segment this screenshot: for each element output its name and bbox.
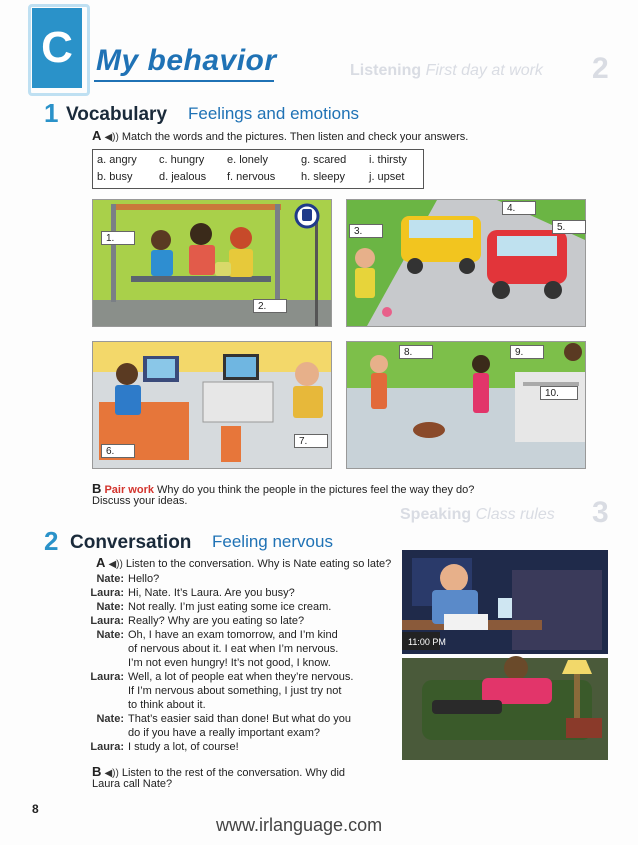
pair-work-line bbox=[92, 481, 474, 496]
word-scared: g. scared bbox=[301, 154, 347, 166]
speaker-nate: Nate: bbox=[96, 713, 124, 725]
conversation-part-a-text: Listen to the conversation. Why is Nate eating so late? bbox=[125, 558, 392, 570]
conversation-part-b-text-2: Laura call Nate? bbox=[92, 778, 173, 790]
speaker-nate: Nate: bbox=[96, 629, 124, 641]
title-underline bbox=[94, 80, 274, 82]
bleed-speaking bbox=[400, 506, 555, 524]
picture-number-3[interactable]: 3. bbox=[349, 224, 383, 238]
speaker-laura: Laura: bbox=[90, 741, 124, 753]
dialogue-line: to think about it. bbox=[128, 699, 206, 711]
sidewalk-illustration bbox=[347, 342, 585, 468]
section-2-heading: Conversation bbox=[70, 532, 192, 553]
dialogue-line: do if you have a really important exam? bbox=[128, 727, 320, 739]
dialogue-line: Really? Why are you eating so late? bbox=[128, 615, 305, 627]
picture-number-1[interactable]: 1. bbox=[101, 231, 135, 245]
conversation-part-b-letter: B bbox=[92, 764, 102, 779]
section-1-number: 1 bbox=[44, 98, 59, 128]
conversation-part-a-letter: A bbox=[96, 555, 106, 570]
taxi-illustration bbox=[347, 200, 585, 326]
vocab-part-a-text: Match the words and the pictures. Then listen and check your answers. bbox=[121, 131, 469, 143]
dialogue-line: If I’m nervous about something, I just try not bbox=[128, 685, 342, 697]
dialogue-line: of nervous about it. I eat when I’m nervous. bbox=[128, 643, 339, 655]
page-title: My behavior bbox=[96, 44, 277, 77]
section-2-number: 2 bbox=[44, 526, 59, 556]
conversation-part-b bbox=[92, 764, 345, 779]
pair-work-text-2: Discuss your ideas. bbox=[92, 495, 188, 507]
conversation-part-b-text-1: Listen to the rest of the conversation. Why did bbox=[121, 767, 346, 779]
picture-number-10[interactable]: 10. bbox=[540, 386, 578, 400]
picture-number-7[interactable]: 7. bbox=[294, 434, 328, 448]
word-angry: a. angry bbox=[97, 154, 137, 166]
bus-stop-illustration bbox=[93, 200, 331, 326]
word-upset: j. upset bbox=[369, 171, 405, 183]
pair-work-letter: B bbox=[92, 481, 102, 496]
picture-number-4[interactable]: 4. bbox=[502, 201, 536, 215]
bleed-listening-number: 2 bbox=[592, 52, 609, 85]
pair-work-text-1: Why do you think the people in the pictures feel the way they do? bbox=[157, 484, 475, 496]
speaker-nate: Nate: bbox=[96, 573, 124, 585]
clock-display: 11:00 PM bbox=[408, 637, 446, 647]
audio-speaker-icon[interactable]: ◀)) bbox=[104, 132, 119, 143]
bleed-speaking-sub: Class rules bbox=[475, 506, 555, 523]
picture-number-6[interactable]: 6. bbox=[101, 444, 135, 458]
watermark-url[interactable]: www.irlanguage.com bbox=[216, 815, 383, 835]
word-thirsty: i. thirsty bbox=[369, 154, 407, 166]
dialogue-line: Not really. I’m just eating some ice cream. bbox=[128, 601, 332, 613]
word-box bbox=[92, 149, 424, 189]
dialogue-line: I’m not even hungry! It’s not good, I know. bbox=[128, 657, 331, 669]
speaker-laura: Laura: bbox=[90, 671, 124, 683]
picture-sidewalk bbox=[346, 341, 586, 469]
pair-work-label: Pair work bbox=[104, 484, 154, 496]
bleed-speaking-number: 3 bbox=[592, 496, 609, 529]
word-nervous: f. nervous bbox=[227, 171, 276, 183]
dialogue-line: Oh, I have an exam tomorrow, and I’m kind bbox=[128, 629, 338, 641]
word-busy: b. busy bbox=[97, 171, 133, 183]
picture-number-5[interactable]: 5. bbox=[552, 220, 586, 234]
bleed-speaking-word: Speaking bbox=[400, 506, 472, 523]
picture-number-9[interactable]: 9. bbox=[510, 345, 544, 359]
speaker-laura: Laura: bbox=[90, 615, 124, 627]
section-badge: C bbox=[32, 8, 82, 88]
page-number: 8 bbox=[32, 802, 39, 816]
bleed-listening-sub: First day at work bbox=[425, 62, 543, 79]
speaker-laura: Laura: bbox=[90, 587, 124, 599]
picture-number-8[interactable]: 8. bbox=[399, 345, 433, 359]
bleed-listening bbox=[350, 62, 543, 80]
bleed-listening-word: Listening bbox=[350, 62, 422, 79]
word-jealous: d. jealous bbox=[159, 171, 207, 183]
dialogue-line: Hello? bbox=[128, 573, 160, 585]
section-2-subheading: Feeling nervous bbox=[212, 532, 333, 551]
picture-phone-call bbox=[402, 550, 608, 760]
speaker-nate: Nate: bbox=[96, 601, 124, 613]
dialogue-line: That’s easier said than done! But what do you bbox=[128, 713, 351, 725]
audio-speaker-icon[interactable]: ◀)) bbox=[108, 559, 123, 570]
conversation-instruction bbox=[96, 555, 391, 570]
section-1-heading: Vocabulary bbox=[66, 104, 168, 125]
word-lonely: e. lonely bbox=[227, 154, 268, 166]
section-1-subheading: Feelings and emotions bbox=[188, 104, 360, 123]
vocab-part-a-letter: A bbox=[92, 128, 102, 143]
dialogue-line: Hi, Nate. It’s Laura. Are you busy? bbox=[128, 587, 295, 599]
vocab-instruction bbox=[92, 128, 468, 143]
picture-number-2[interactable]: 2. bbox=[253, 299, 287, 313]
word-hungry: c. hungry bbox=[159, 154, 205, 166]
picture-taxi-street bbox=[346, 199, 586, 327]
dialogue-line: I study a lot, of course! bbox=[128, 741, 239, 753]
picture-bus-stop bbox=[92, 199, 332, 327]
dialogue-line: Well, a lot of people eat when they’re nervous. bbox=[128, 671, 354, 683]
word-sleepy: h. sleepy bbox=[301, 171, 346, 183]
phone-call-illustration bbox=[402, 550, 608, 760]
audio-speaker-icon[interactable]: ◀)) bbox=[104, 768, 119, 779]
